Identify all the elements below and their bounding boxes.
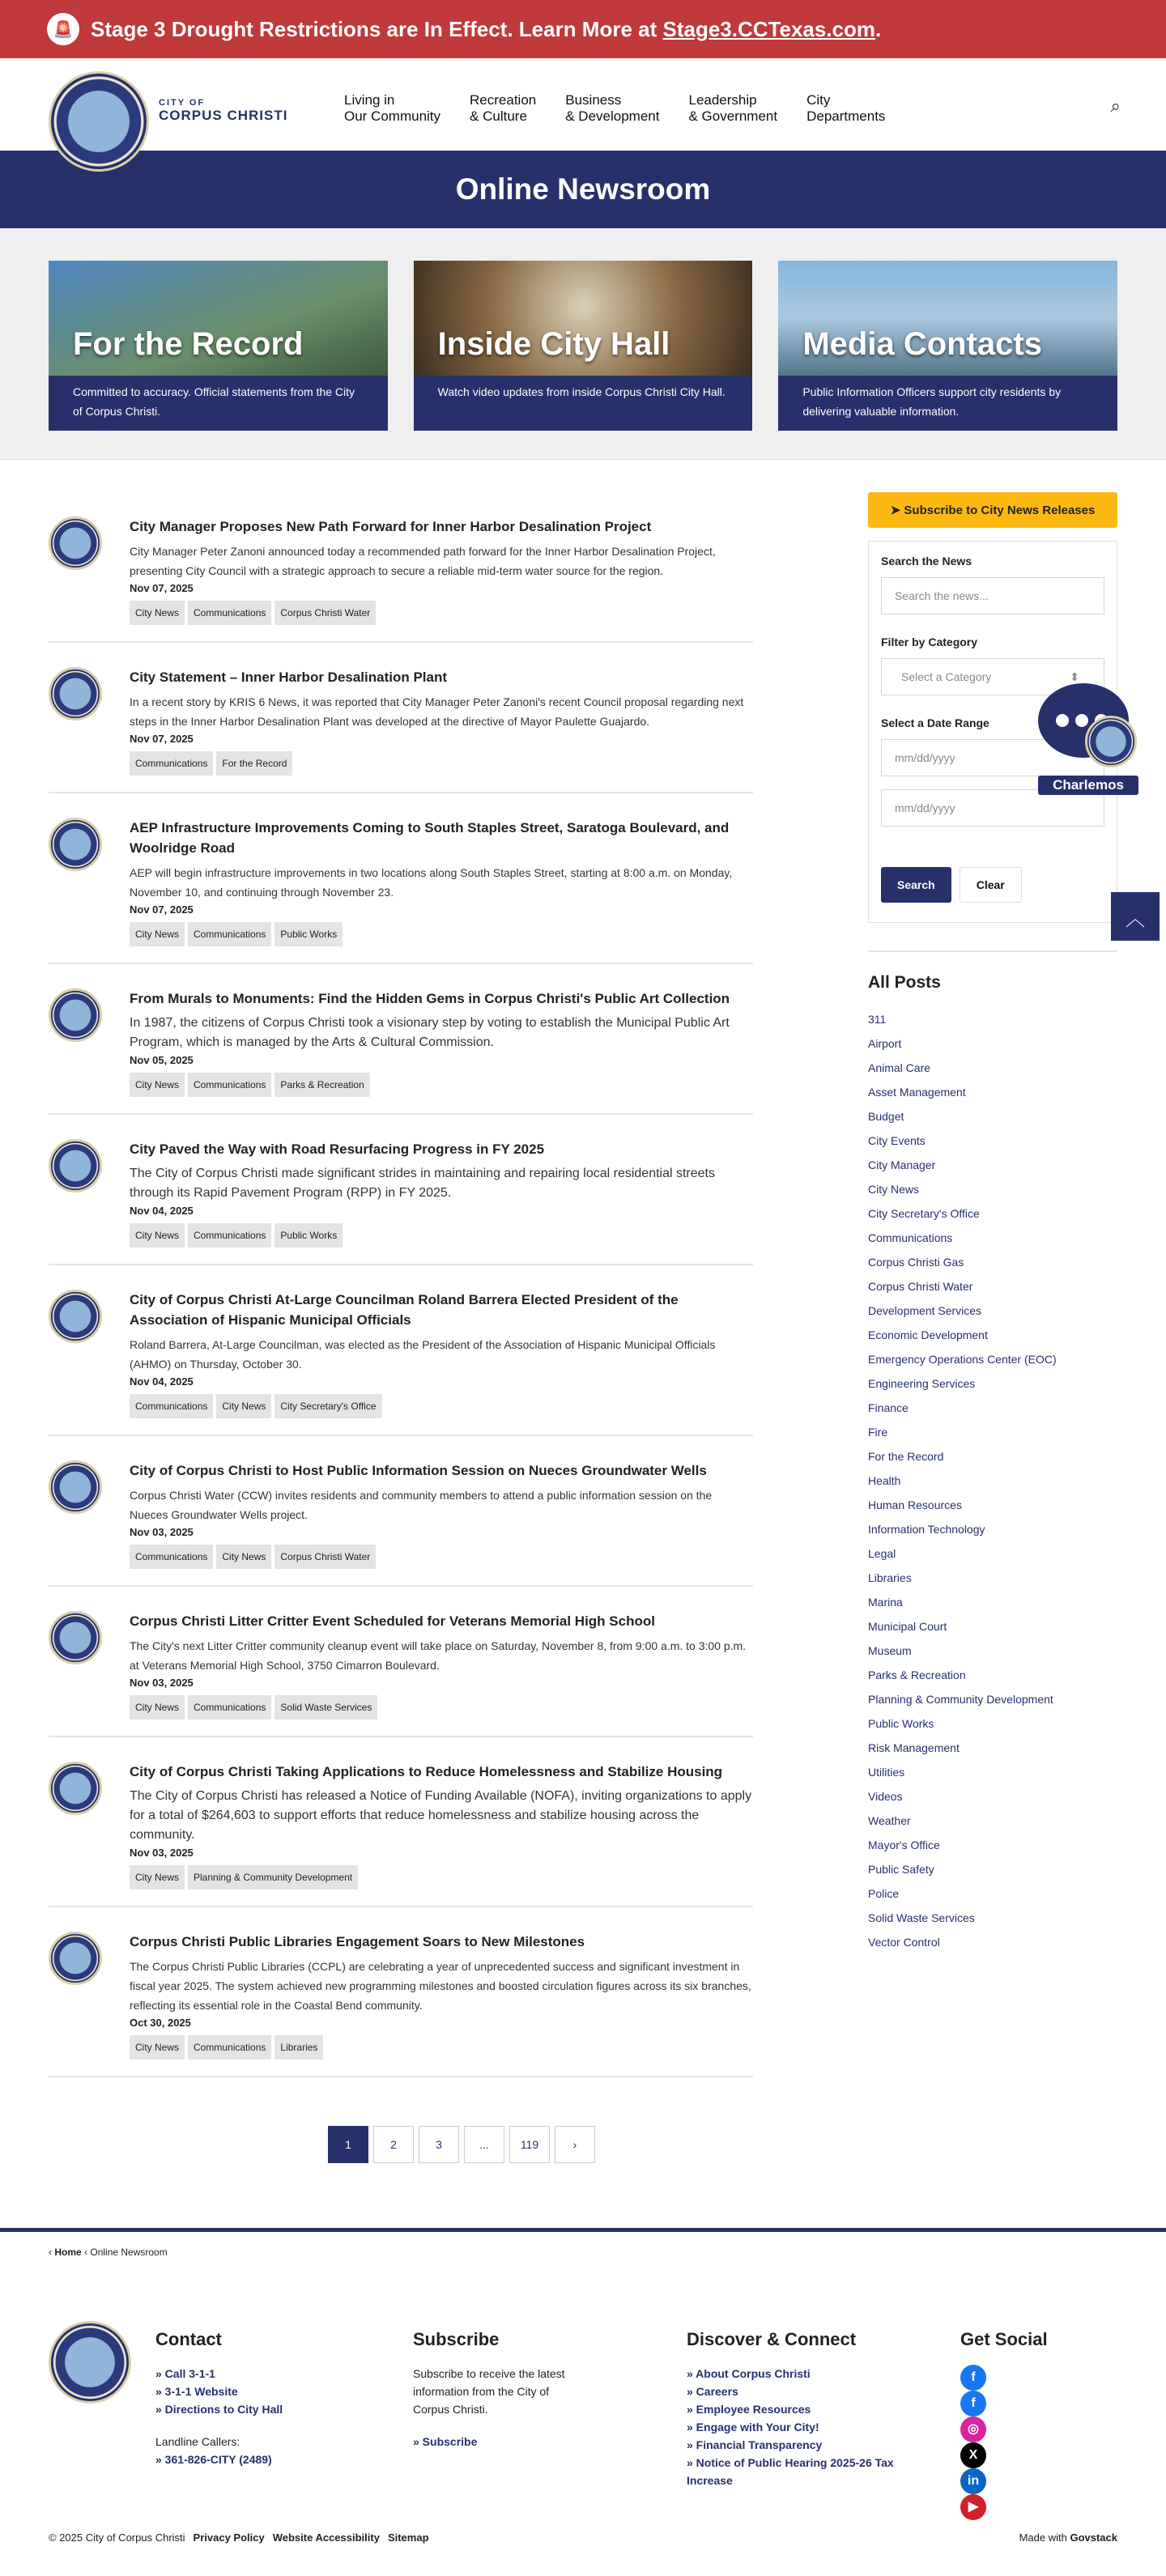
search-input[interactable]: [881, 577, 1104, 614]
news-title[interactable]: AEP Infrastructure Improvements Coming to South Staples Street, Saratoga Boulevard, and Woolridge Road: [130, 820, 730, 856]
search-placeholder: Search the news...: [895, 589, 989, 602]
discover-heading: Discover & Connect: [687, 2329, 857, 2349]
news-date: Nov 04, 2025: [130, 1205, 194, 1217]
news-tags: [130, 1394, 753, 1418]
news-date: Nov 07, 2025: [130, 733, 194, 745]
news-item: [49, 1115, 753, 1265]
news-tags: [130, 751, 753, 776]
discover-link[interactable]: » Financial Transparency: [687, 2438, 823, 2451]
news-tag[interactable]: City News: [130, 922, 185, 946]
news-summary: Corpus Christi Water (CCW) invites residents and community members to attend a public information session on the Nueces Groundwater Wells project.: [130, 1489, 713, 1521]
search-button[interactable]: Search: [881, 867, 951, 903]
news-summary: In 1987, the citizens of Corpus Christi took a visionary step by voting to establish the Municipal Public Art Program, which is managed by the Arts & Cultural Commission.: [130, 1016, 730, 1049]
news-title[interactable]: City of Corpus Christi At-Large Councilman Roland Barrera Elected President of the Association of Hispanic Municipal Officials: [130, 1292, 679, 1328]
category-link[interactable]: 311: [868, 1013, 887, 1026]
siren-icon: 🚨: [47, 13, 79, 45]
sort-arrows-icon: ⬍: [1070, 670, 1079, 683]
category-link[interactable]: Finance: [868, 1401, 909, 1414]
category-link[interactable]: Communications: [868, 1231, 953, 1244]
category-link[interactable]: Emergency Operations Center (EOC): [868, 1353, 1057, 1366]
footer-subscribe-link[interactable]: » Subscribe: [413, 2435, 478, 2448]
search-icon[interactable]: ⌕: [1110, 96, 1121, 116]
category-link[interactable]: Asset Management: [868, 1086, 966, 1099]
phone-link[interactable]: » 361-826-CITY (2489): [155, 2453, 272, 2466]
facebook-icon[interactable]: f: [960, 2365, 986, 2391]
nav-item[interactable]: [688, 92, 777, 125]
news-tag[interactable]: Parks & Recreation: [274, 1073, 369, 1097]
directions-link[interactable]: » Directions to City Hall: [155, 2403, 283, 2416]
news-thumbnail[interactable]: [49, 1932, 102, 1985]
news-title[interactable]: City Statement – Inner Harbor Desalination Plant: [130, 670, 448, 685]
news-tag[interactable]: Libraries: [274, 2035, 323, 2060]
news-item: [49, 1265, 753, 1436]
made-with: Made with: [1019, 2531, 1070, 2544]
news-date: Nov 03, 2025: [130, 1847, 194, 1859]
subscribe-label: Subscribe to City News Releases: [904, 503, 1096, 517]
news-tag[interactable]: Communications: [188, 1223, 271, 1248]
x-icon[interactable]: X: [960, 2442, 986, 2468]
social-heading: Get Social: [960, 2329, 1048, 2349]
news-tag[interactable]: Communications: [130, 1394, 213, 1418]
feature-card[interactable]: [414, 261, 753, 431]
bottom-link[interactable]: Website Accessibility: [272, 2531, 380, 2544]
news-item: [49, 643, 753, 793]
news-tag[interactable]: Public Works: [274, 922, 343, 946]
brand-large: CORPUS CHRISTI: [159, 107, 288, 123]
news-summary: The Corpus Christi Public Libraries (CCPL) are celebrating a year of unprecedented success and significant investment in fiscal year 2025. The system achieved new programming milestones and boosted circulation figures across its six branches, reflecting its essential role in the Coastal Bend community.: [130, 1960, 751, 2012]
page-button[interactable]: ...: [464, 2126, 504, 2163]
news-title[interactable]: City Manager Proposes New Path Forward for Inner Harbor Desalination Project: [130, 519, 652, 534]
news-thumbnail[interactable]: [49, 818, 102, 871]
category-link[interactable]: Libraries: [868, 1571, 912, 1584]
all-posts-heading: All Posts: [868, 973, 941, 992]
news-tags: [130, 601, 753, 625]
news-tags: [130, 1223, 753, 1248]
page-button[interactable]: 1: [328, 2126, 368, 2163]
news-tag[interactable]: City News: [130, 1223, 185, 1248]
news-summary: Roland Barrera, At-Large Councilman, was elected as the President of the Association of Hispanic Municipal Officials (AHMO) on Thursday, October 30.: [130, 1338, 716, 1371]
card-caption: Watch video updates from inside Corpus Christi City Hall.: [414, 376, 753, 431]
news-tag[interactable]: Communications: [188, 1073, 271, 1097]
category-link[interactable]: Museum: [868, 1644, 912, 1657]
news-tags: [130, 922, 753, 946]
news-thumbnail[interactable]: [49, 1460, 102, 1514]
news-tags: [130, 2035, 753, 2060]
news-thumbnail[interactable]: [49, 1290, 102, 1343]
news-date: Nov 04, 2025: [130, 1375, 194, 1388]
page-button[interactable]: 119: [509, 2126, 550, 2163]
news-tag[interactable]: Communications: [130, 751, 213, 776]
nav-item-line: Living in: [344, 92, 395, 108]
news-item: [49, 964, 753, 1115]
facebook-alt-icon[interactable]: f: [960, 2391, 986, 2417]
chat-label: Charlemos: [1038, 776, 1138, 795]
category-link[interactable]: For the Record: [868, 1450, 944, 1463]
brand-small: CITY OF: [159, 98, 206, 108]
category-label: Filter by Category: [881, 635, 978, 648]
news-date: Oct 30, 2025: [130, 2017, 191, 2029]
footer-contact: [155, 2329, 413, 2515]
city-seal-logo[interactable]: [49, 71, 149, 172]
news-thumbnail[interactable]: [49, 1762, 102, 1815]
category-link[interactable]: Planning & Community Development: [868, 1693, 1053, 1706]
paper-plane-icon: ➤: [890, 504, 904, 517]
footer-subscribe: [413, 2329, 687, 2515]
news-summary: The City of Corpus Christi made significant strides in maintaining and repairing local residential streets through its Rapid Pavement Program (RPP) in FY 2025.: [130, 1167, 715, 1200]
breadcrumb: ‹ Home ‹ Online Newsroom: [49, 2247, 168, 2258]
news-date: Nov 05, 2025: [130, 1054, 194, 1066]
news-item: [49, 1587, 753, 1737]
news-title[interactable]: City Paved the Way with Road Resurfacing Progress in FY 2025: [130, 1141, 545, 1157]
chat-seal: [1085, 716, 1137, 767]
news-thumbnail[interactable]: [49, 667, 102, 721]
back-to-top-button[interactable]: [1111, 892, 1160, 941]
breadcrumb-current: Online Newsroom: [90, 2247, 168, 2258]
news-item: [49, 1436, 753, 1587]
bottom-link[interactable]: Sitemap: [387, 2531, 429, 2544]
news-summary: The City of Corpus Christi has released a Notice of Funding Available (NOFA), inviting organizations to apply for a total of $264,603 to support efforts that reduce homelessness and stabilize housing across the community.: [130, 1789, 752, 1842]
category-link[interactable]: City Secretary's Office: [868, 1207, 980, 1220]
news-date: Nov 07, 2025: [130, 903, 194, 916]
news-item: [49, 793, 753, 964]
news-tags: [130, 1073, 753, 1097]
page-button[interactable]: 2: [373, 2126, 414, 2163]
news-tag[interactable]: City News: [130, 1073, 185, 1097]
date-placeholder: mm/dd/yyyy: [895, 751, 955, 764]
govstack-link[interactable]: Govstack: [1070, 2531, 1117, 2544]
category-link[interactable]: Public Works: [868, 1717, 934, 1730]
card-caption: Public Information Officers support city residents by delivering valuable information.: [778, 376, 1117, 431]
nav-item-line: & Government: [688, 108, 778, 124]
news-list: [49, 492, 753, 2077]
feature-card[interactable]: [49, 261, 388, 431]
news-title[interactable]: Corpus Christi Litter Critter Event Scheduled for Veterans Memorial High School: [130, 1613, 655, 1629]
news-tag[interactable]: Corpus Christi Water: [274, 601, 376, 625]
youtube-icon[interactable]: ▶: [960, 2494, 986, 2520]
category-link[interactable]: Weather: [868, 1814, 911, 1827]
news-summary: The City's next Litter Critter community cleanup event will take place on Saturday, November 8, from 9:00 a.m. to 3:00 p.m. at Veterans Memorial High School, 3750 Cimarron Boulevard.: [130, 1639, 747, 1672]
search-label: Search the News: [881, 555, 972, 567]
news-thumbnail[interactable]: [49, 516, 102, 570]
nav-item-line: & Development: [565, 108, 660, 124]
alert-end: .: [875, 16, 882, 41]
category-link[interactable]: Marina: [868, 1596, 903, 1609]
news-tag[interactable]: Public Works: [274, 1223, 343, 1248]
news-tag[interactable]: Communications: [188, 1695, 271, 1719]
category-link[interactable]: Corpus Christi Gas: [868, 1256, 964, 1269]
nav-item[interactable]: [806, 92, 885, 125]
news-thumbnail[interactable]: [49, 988, 102, 1042]
card-title: For the Record: [49, 261, 388, 376]
nav-item-line: Leadership: [688, 92, 757, 108]
news-tag[interactable]: City Secretary's Office: [274, 1394, 381, 1418]
discover-link[interactable]: » Careers: [687, 2385, 738, 2398]
site-header: [0, 58, 1166, 151]
copyright: © 2025 City of Corpus Christi: [49, 2531, 185, 2544]
category-link[interactable]: Human Resources: [868, 1498, 962, 1511]
card-title: Inside City Hall: [414, 261, 753, 376]
news-tag[interactable]: Communications: [188, 601, 271, 625]
drought-alert-bar: [0, 0, 1166, 58]
news-item: [49, 1907, 753, 2077]
footer-discover: [687, 2329, 960, 2515]
instagram-icon[interactable]: ◎: [960, 2417, 986, 2442]
news-summary: City Manager Peter Zanoni announced today a recommended path forward for the Inner Harbor Desalination Project, presenting City Council with a strategic approach to secure a reliable mid-term water source for the region.: [130, 545, 716, 577]
category-link[interactable]: Vector Control: [868, 1936, 940, 1949]
chat-widget[interactable]: [1038, 683, 1138, 795]
news-item: [49, 1737, 753, 1907]
clear-button[interactable]: Clear: [960, 867, 1022, 903]
date-range-label: Select a Date Range: [881, 716, 989, 729]
news-title[interactable]: From Murals to Monuments: Find the Hidden Gems in Corpus Christi's Public Art Collection: [130, 991, 730, 1006]
category-link[interactable]: City Events: [868, 1134, 926, 1147]
category-link[interactable]: Health: [868, 1474, 901, 1487]
page-title: Online Newsroom: [0, 151, 1166, 228]
news-thumbnail[interactable]: [49, 1611, 102, 1664]
311-website-link[interactable]: » 3-1-1 Website: [155, 2385, 238, 2398]
news-tag[interactable]: City News: [216, 1394, 271, 1418]
category-link[interactable]: Public Safety: [868, 1863, 934, 1876]
discover-link[interactable]: » About Corpus Christi: [687, 2367, 811, 2380]
brand-name[interactable]: [159, 99, 287, 122]
news-tag[interactable]: City News: [216, 1545, 271, 1569]
news-tag[interactable]: Solid Waste Services: [274, 1695, 377, 1719]
news-tag[interactable]: City News: [130, 1865, 185, 1889]
next-page-button[interactable]: ›: [555, 2126, 595, 2163]
category-link[interactable]: Budget: [868, 1110, 904, 1123]
category-link[interactable]: Airport: [868, 1037, 902, 1050]
category-link[interactable]: Development Services: [868, 1304, 982, 1317]
news-tag[interactable]: Corpus Christi Water: [274, 1545, 376, 1569]
card-caption: Committed to accuracy. Official statements from the City of Corpus Christi.: [49, 376, 388, 431]
news-tag[interactable]: City News: [130, 2035, 185, 2060]
linkedin-icon[interactable]: in: [960, 2468, 986, 2494]
news-tag[interactable]: Communications: [188, 2035, 271, 2060]
news-tag[interactable]: City News: [130, 1695, 185, 1719]
news-summary: AEP will begin infrastructure improvements in two locations along South Staples Street, starting at 8:00 a.m. on Monday, November 10, and continuing through November 23.: [130, 866, 733, 899]
news-tags: [130, 1695, 753, 1719]
nav-item-line: Recreation: [470, 92, 537, 108]
news-tags: [130, 1865, 753, 1889]
footer-social: [960, 2329, 1090, 2515]
category-link[interactable]: Videos: [868, 1790, 903, 1803]
category-link[interactable]: Mayor's Office: [868, 1838, 940, 1851]
footer-seal: [49, 2321, 131, 2404]
category-link[interactable]: City Manager: [868, 1158, 936, 1171]
news-date: Nov 03, 2025: [130, 1526, 194, 1538]
category-link[interactable]: Corpus Christi Water: [868, 1280, 973, 1293]
alert-text: Stage 3 Drought Restrictions are In Effect. Learn More at: [91, 16, 657, 41]
news-tag[interactable]: City News: [130, 601, 185, 625]
pagination: [49, 2126, 753, 2163]
bottom-link[interactable]: Privacy Policy: [193, 2531, 265, 2544]
category-link[interactable]: Risk Management: [868, 1741, 960, 1754]
page-button[interactable]: 3: [419, 2126, 459, 2163]
news-title[interactable]: Corpus Christi Public Libraries Engagement Soars to New Milestones: [130, 1934, 585, 1949]
category-link[interactable]: Parks & Recreation: [868, 1668, 966, 1681]
news-tag[interactable]: Planning & Community Development: [188, 1865, 358, 1889]
sidebar: [868, 492, 1145, 2228]
discover-link[interactable]: » Notice of Public Hearing 2025-26 Tax Increase: [687, 2456, 894, 2487]
news-summary: In a recent story by KRIS 6 News, it was reported that City Manager Peter Zanoni's recent Council proposal regarding next steps in the Inner Harbor Desalination Plant was developed at the directive of Mayor Paulette Guajardo.: [130, 695, 744, 728]
discover-link[interactable]: » Engage with Your City!: [687, 2421, 819, 2434]
news-thumbnail[interactable]: [49, 1139, 102, 1192]
nav-item-line: City: [806, 92, 831, 108]
feature-card[interactable]: [778, 261, 1117, 431]
card-title: Media Contacts: [778, 261, 1117, 376]
subscribe-button[interactable]: [868, 492, 1117, 528]
all-posts: [868, 950, 1117, 1954]
news-date: Nov 07, 2025: [130, 582, 194, 594]
category-link[interactable]: Police: [868, 1887, 900, 1900]
alert-link[interactable]: Stage3.CCTexas.com: [662, 16, 876, 41]
date-placeholder: mm/dd/yyyy: [895, 801, 955, 814]
news-item: [49, 492, 753, 643]
category-link[interactable]: Municipal Court: [868, 1620, 947, 1633]
category-link[interactable]: Animal Care: [868, 1061, 931, 1074]
call-311-link[interactable]: » Call 3-1-1: [155, 2367, 215, 2380]
nav-item[interactable]: [565, 92, 659, 125]
nav-item-line: Business: [565, 92, 622, 108]
category-link[interactable]: City News: [868, 1183, 920, 1196]
news-date: Nov 03, 2025: [130, 1677, 194, 1689]
nav-item-line: Departments: [806, 108, 886, 124]
subscribe-text: Subscribe to receive the latest information from the City of Corpus Christi.: [413, 2367, 565, 2416]
news-tag[interactable]: For the Record: [216, 751, 292, 776]
discover-link[interactable]: » Employee Resources: [687, 2403, 811, 2416]
feature-cards: [0, 228, 1166, 460]
news-title[interactable]: City of Corpus Christi Taking Applications to Reduce Homelessness and Stabilize Housing: [130, 1764, 723, 1779]
category-link[interactable]: Fire: [868, 1426, 888, 1439]
nav-item[interactable]: [344, 92, 440, 125]
landline-label: Landline Callers:: [155, 2435, 240, 2448]
category-link[interactable]: Economic Development: [868, 1328, 988, 1341]
nav-item-line: Our Community: [344, 108, 441, 124]
subscribe-heading: Subscribe: [413, 2329, 500, 2349]
news-tags: [130, 1545, 753, 1569]
category-link[interactable]: Information Technology: [868, 1523, 985, 1536]
breadcrumb-home[interactable]: Home: [54, 2247, 82, 2258]
category-link[interactable]: Legal: [868, 1547, 896, 1560]
news-tag[interactable]: Communications: [130, 1545, 213, 1569]
category-value: Select a Category: [901, 670, 992, 683]
category-link[interactable]: Utilities: [868, 1766, 905, 1779]
nav-item-line: & Culture: [470, 108, 527, 124]
nav-item[interactable]: [470, 92, 536, 125]
main-nav: [344, 92, 914, 125]
chevron-up-icon: ︿: [1126, 908, 1145, 930]
category-link[interactable]: Solid Waste Services: [868, 1911, 975, 1924]
contact-heading: Contact: [155, 2329, 222, 2349]
news-tag[interactable]: Communications: [188, 922, 271, 946]
category-link[interactable]: Engineering Services: [868, 1377, 976, 1390]
news-title[interactable]: City of Corpus Christi to Host Public Information Session on Nueces Groundwater Wells: [130, 1463, 707, 1478]
